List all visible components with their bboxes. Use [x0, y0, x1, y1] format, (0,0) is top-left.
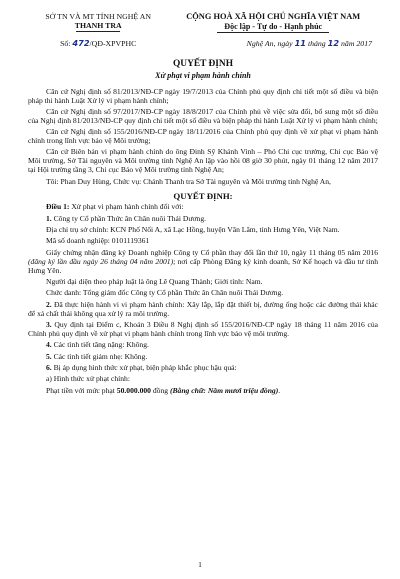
issuing-agency: THANH TRA	[74, 21, 122, 31]
business-registration-first-date: (đăng ký lần đầu ngày 26 tháng 04 năm 2001)	[28, 256, 174, 266]
agency-underline	[76, 31, 120, 32]
issue-date-mid: tháng	[306, 39, 328, 49]
item-5	[28, 353, 378, 362]
representative-position: Chức danh: Tổng giám đốc Công ty Cổ phần Thức ăn Chăn nuôi Thái Dương.	[46, 288, 284, 298]
preamble-paragraph-4: Căn cứ Biên bản vi phạm hành chính do ông Đinh Sỹ Khánh Vinh – Phó Chi cục trưởng, Chi cục Bảo vệ Môi trường, Sở Tài nguyên và Môi trường tỉnh Nghệ An lập vào hồi 08 giờ 30 phút, ngày 01 tháng 12 năm 2017 tại Hội trường tầng 3, Chi cục Bảo vệ Môi trường tỉnh Nghệ An;	[28, 147, 378, 175]
business-registration-text: Giấy chứng nhận đăng ký Doanh nghiệp Công ty Cổ phần thay đổi lần thứ 10, ngày 11 tháng 05 năm 2016	[46, 247, 378, 257]
fine-end: .	[278, 385, 281, 395]
item-6-text: Bị áp dụng hình thức xử phạt, biện pháp khắc phục hậu quả:	[51, 363, 237, 373]
issue-date	[168, 39, 378, 49]
preamble-paragraph-1: Căn cứ Nghị định số 81/2013/NĐ-CP ngày 19/7/2013 của Chính phủ quy định chi tiết một số điều và biện pháp thi hành Luật Xử lý vi phạm hành chính;	[28, 86, 378, 105]
article-1-text: Xử phạt vi phạm hành chính đối với:	[69, 202, 184, 212]
business-registration	[28, 249, 378, 276]
fine-amount: 50.000.000	[116, 385, 151, 395]
issue-date-suffix: năm 2017	[339, 39, 372, 49]
document-subtitle: Xử phạt vi phạm hành chính	[155, 71, 251, 81]
national-motto: Độc lập - Tự do - Hạnh phúc	[224, 21, 323, 31]
preamble-paragraph-2: Căn cứ Nghị định số 97/2017/NĐ-CP ngày 18/8/2017 của Chính phủ về việc sửa đổi, bổ sung một số điều của Nghị định 81/2013/NĐ-CP quy định chi tiết một số điều và biện pháp thi hành Luật Xử lý vi phạm hành chính;	[28, 106, 378, 125]
item-2-text: Đã thực hiện hành vi vi phạm hành chính: Xây lắp, lắp đặt thiết bị, đường ống hoặc các đường thải khác để xả chất thải không qua xử lý ra môi trường.	[28, 299, 378, 318]
enterprise-code: Mã số doanh nghiệp: 0101119361	[46, 236, 150, 246]
decision-heading: QUYẾT ĐỊNH:	[173, 190, 233, 201]
preamble-paragraph-5: Tôi: Phan Duy Hùng, Chức vụ: Chánh Thanh tra Sở Tài nguyên và Môi trường tỉnh Nghệ An,	[46, 176, 331, 186]
issue-day-handwritten: 11	[294, 38, 306, 49]
fine-amount-in-words: (Bằng chữ: Năm mươi triệu đồng)	[169, 385, 279, 395]
item-1	[28, 215, 378, 224]
company-address: Địa chỉ trụ sở chính: KCN Phố Nối A, xã Lạc Hồng, huyện Văn Lâm, tỉnh Hưng Yên, Việt Nam.	[46, 225, 340, 235]
item-2	[28, 301, 378, 319]
issuing-agency-block	[28, 12, 168, 49]
item-4-text: Các tình tiết tăng nặng: Không.	[51, 340, 149, 350]
issue-month-handwritten: 12	[327, 38, 340, 49]
item-5-label: 5.	[46, 351, 52, 361]
document-number-handwritten: 472	[72, 38, 90, 49]
item-6-label: 6.	[46, 363, 52, 373]
document-number-prefix: Số:	[60, 39, 73, 49]
item-3-label: 3.	[46, 320, 52, 330]
preamble-paragraph-3: Căn cứ Nghị định số 155/2016/NĐ-CP ngày 18/11/2016 của Chính phủ quy định về xử phạt vi phạm hành chính trong lĩnh vực bảo vệ Môi trường;	[28, 127, 378, 146]
parent-agency: SỞ TN VÀ MT TỈNH NGHỆ AN	[45, 12, 151, 21]
document-header	[28, 12, 378, 49]
business-registration-issuer: ; nơi cấp Phòng Đăng ký kinh doanh, Sở Kế hoạch và đầu tư tỉnh Hưng Yên.	[28, 256, 378, 275]
item-2-label: 2.	[46, 299, 52, 309]
fine-unit: đồng	[150, 385, 170, 395]
issue-date-prefix: Nghệ An, ngày	[246, 39, 295, 49]
document-number	[28, 39, 168, 49]
national-title: CỘNG HOÀ XÃ HỘI CHỦ NGHĨA VIỆT NAM	[186, 12, 361, 21]
item-6	[28, 364, 378, 373]
article-1	[28, 203, 378, 212]
item-3	[28, 321, 378, 339]
item-5-text: Các tình tiết giảm nhẹ: Không.	[51, 351, 148, 361]
item-6a: a) Hình thức xử phạt chính:	[46, 374, 130, 384]
document-title: QUYẾT ĐỊNH	[173, 59, 233, 70]
item-4-label: 4.	[46, 340, 52, 350]
document-number-suffix: /QĐ-XPVPHC	[89, 39, 137, 49]
fine-amount-line	[28, 387, 378, 396]
article-1-label: Điều 1:	[46, 202, 70, 212]
item-1-text: Công ty Cổ phần Thức ăn Chăn nuôi Thái Dương.	[51, 213, 207, 223]
item-4	[28, 341, 378, 350]
motto-underline	[217, 32, 329, 33]
item-1-label: 1.	[46, 213, 52, 223]
national-title-block	[168, 12, 378, 49]
legal-representative: Người đại diện theo pháp luật là ông Lê Quang Thành; Giới tính: Nam.	[46, 277, 263, 287]
page-number: 1	[198, 560, 202, 570]
fine-prefix: Phạt tiền với mức phạt	[46, 385, 117, 395]
item-3-text: Quy định tại Điểm c, Khoản 3 Điều 8 Nghị định số 155/2016/NĐ-CP ngày 18 tháng 11 năm 2016 của Chính phủ quy định về xử phạt vi phạm hành chính trong lĩnh vực bảo vệ môi trường.	[28, 320, 378, 338]
